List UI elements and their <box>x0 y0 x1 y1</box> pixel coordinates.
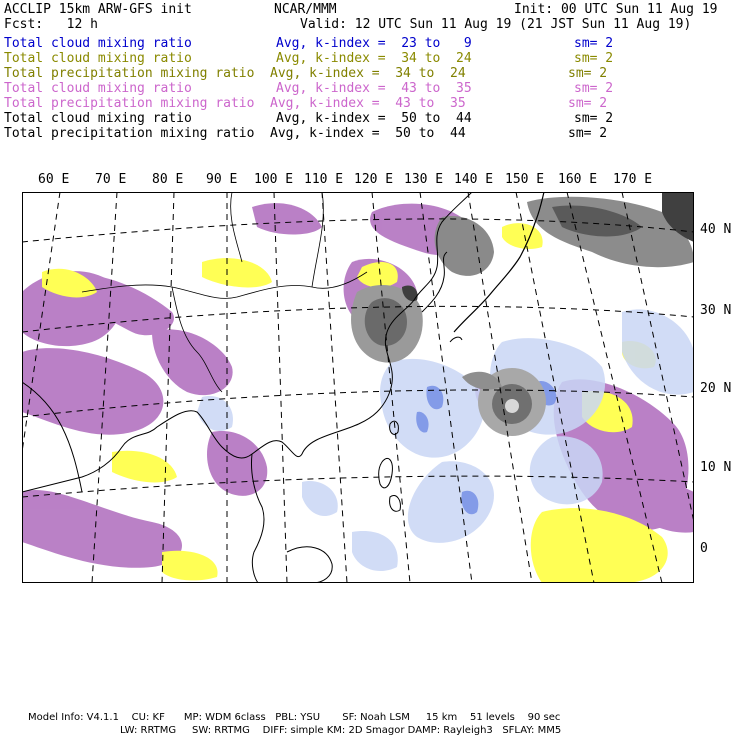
legend-stat: Avg, k-index = 50 to 44 <box>270 126 466 141</box>
center-label: NCAR/MMM <box>274 2 337 17</box>
lon-label: 90 E <box>206 172 238 187</box>
legend-field: Total cloud mixing ratio <box>4 51 192 66</box>
lon-label: 70 E <box>95 172 127 187</box>
legend-stat: Avg, k-index = 34 to 24 <box>270 66 466 81</box>
legend-field: Total cloud mixing ratio <box>4 36 192 51</box>
legend-stat: Avg, k-index = 23 to 9 <box>276 36 472 51</box>
legend-sm: sm= 2 <box>568 126 608 141</box>
lon-label: 170 E <box>613 172 653 187</box>
init-time: Init: 00 UTC Sun 11 Aug 19 <box>514 2 718 17</box>
lon-label: 150 E <box>505 172 545 187</box>
legend-field: Total precipitation mixing ratio <box>4 96 255 111</box>
legend-sm: sm= 2 <box>574 81 614 96</box>
model-title: ACCLIP 15km ARW-GFS init <box>4 2 192 17</box>
lon-label: 160 E <box>558 172 598 187</box>
lon-label: 80 E <box>152 172 184 187</box>
valid-time: Valid: 12 UTC Sun 11 Aug 19 (21 JST Sun 11 Aug 19) <box>300 17 692 32</box>
lat-label: 40 N <box>700 222 732 237</box>
legend-sm: sm= 2 <box>574 51 614 66</box>
legend-stat: Avg, k-index = 43 to 35 <box>276 81 472 96</box>
weather-map <box>22 192 694 583</box>
forecast-hour: Fcst: 12 h <box>4 17 98 32</box>
lat-label: 30 N <box>700 303 732 318</box>
lon-label: 60 E <box>38 172 70 187</box>
legend-field: Total precipitation mixing ratio <box>4 126 255 141</box>
legend-stat: Avg, k-index = 50 to 44 <box>276 111 472 126</box>
lat-label: 20 N <box>700 381 732 396</box>
model-info: Model Info: V4.1.1 CU: KF MP: WDM 6class PBL: YSU SF: Noah LSM 15 km 51 levels 90 sec <box>28 712 561 723</box>
legend-field: Total cloud mixing ratio <box>4 81 192 96</box>
legend-sm: sm= 2 <box>574 36 614 51</box>
lat-label: 10 N <box>700 460 732 475</box>
legend-sm: sm= 2 <box>568 66 608 81</box>
legend-field: Total precipitation mixing ratio <box>4 66 255 81</box>
legend-sm: sm= 2 <box>568 96 608 111</box>
lon-label: 100 E <box>254 172 294 187</box>
legend-stat: Avg, k-index = 43 to 35 <box>270 96 466 111</box>
legend-field: Total cloud mixing ratio <box>4 111 192 126</box>
legend-stat: Avg, k-index = 34 to 24 <box>276 51 472 66</box>
model-physics: LW: RRTMG SW: RRTMG DIFF: simple KM: 2D Smagor DAMP: Rayleigh3 SFLAY: MM5 <box>120 725 562 736</box>
lon-label: 110 E <box>304 172 344 187</box>
lon-label: 130 E <box>404 172 444 187</box>
legend-sm: sm= 2 <box>574 111 614 126</box>
lon-label: 140 E <box>454 172 494 187</box>
lon-label: 120 E <box>354 172 394 187</box>
lat-label: 0 <box>700 541 708 556</box>
